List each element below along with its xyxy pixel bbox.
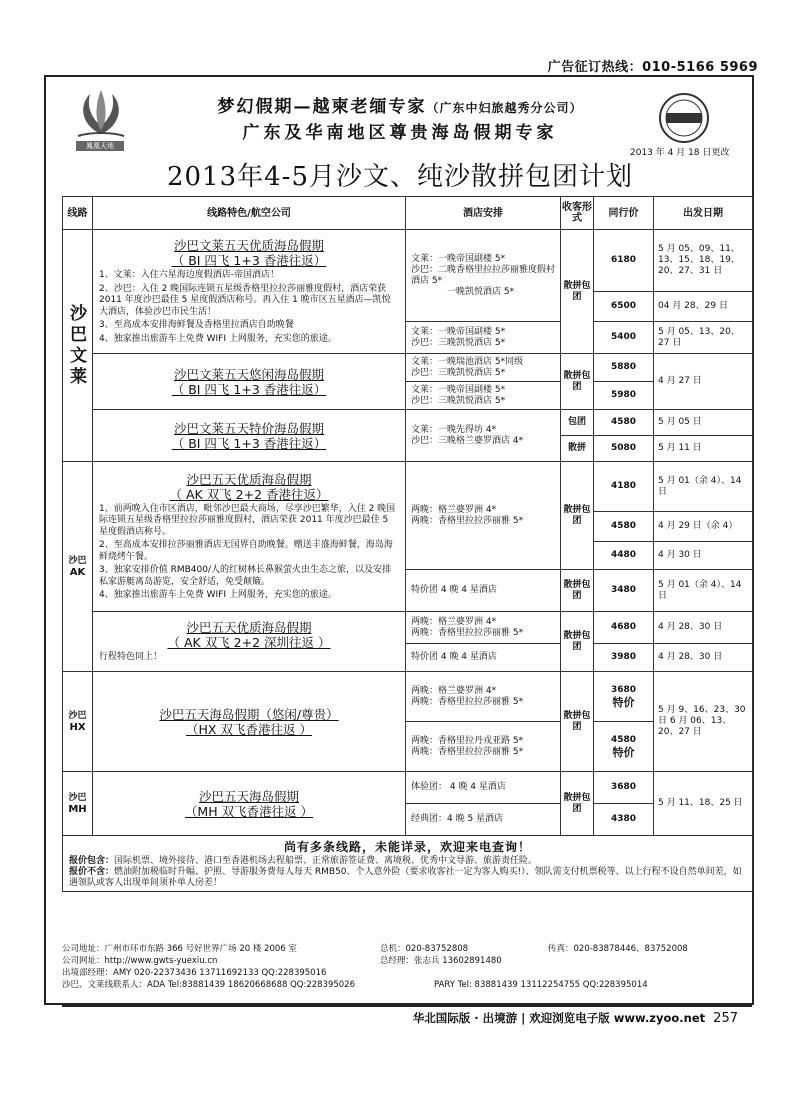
price-cell: 4180 bbox=[594, 462, 654, 512]
route-title: 沙巴文莱五天优质海岛假期 bbox=[173, 238, 324, 253]
hotel-line: 两晚：格兰婆罗洲 4* bbox=[411, 504, 497, 515]
line-airline: AK bbox=[69, 566, 86, 578]
date-cell: 5 月 05 日 bbox=[654, 410, 753, 436]
route-subtitle: （HX 双飞香港往返 ） bbox=[186, 721, 312, 737]
date-cell: 5 月 01（余 4）、14 日 bbox=[654, 570, 753, 612]
price-cell: 6500 bbox=[594, 292, 654, 322]
route-desc-3: 3、至高成本安排海鲜餐及香格里拉酒店自助晚餐 bbox=[99, 320, 294, 330]
price-value: 3680 bbox=[610, 684, 637, 695]
line-name: 沙巴 bbox=[68, 792, 87, 803]
hotel-line: 沙巴：三晚格兰婆罗酒店 4* bbox=[411, 435, 524, 446]
route-title: 沙巴五天优质海岛假期 bbox=[186, 471, 312, 487]
route-cell bbox=[93, 230, 406, 354]
hotel-cell: 经典团：4 晚 5 星酒店 bbox=[406, 804, 561, 836]
route-subtitle: （ BI 四飞 1+3 香港往返） bbox=[171, 435, 327, 451]
hotel-line: 文莱：一晚帝国副楼 5* bbox=[411, 253, 506, 264]
tour-plan-table bbox=[62, 196, 753, 892]
page-footer bbox=[413, 1010, 738, 1026]
hotel-line: 两晚：香格里拉拉莎丽雅 5* bbox=[411, 515, 524, 526]
hotel-line: 两晚：格兰婆罗洲 4* bbox=[411, 685, 497, 696]
hotel-cell: 特价团 4 晚 4 星酒店 bbox=[406, 570, 561, 612]
hotel-line: 两晚：格兰婆罗洲 4* bbox=[411, 616, 497, 627]
header-form: 收客形式 bbox=[561, 197, 594, 230]
route-desc-3: 3、独家安排价值 RMB400/人的红树林长鼻猴萤火虫生态之旅，以及安排私家游艇离岛游览，安全舒适，免受颠簸。 bbox=[99, 565, 391, 587]
form-cell: 散拼包团 bbox=[561, 612, 594, 672]
hotel-line: 两晚：香格里拉拉莎丽雅 5* bbox=[411, 746, 524, 757]
contact-ada: 沙巴、文莱线联系人：ADA Tel:83881439 18620668688 QQ:228395026 bbox=[62, 980, 356, 990]
line-cell-shaba-mh bbox=[63, 772, 93, 836]
line-cell-shaba-wenlai bbox=[63, 230, 93, 462]
company-website[interactable]: 公司网址：http://www.gwts-yuexiu.cn bbox=[62, 956, 218, 966]
hotel-line: 沙巴：三晚凯悦酒店 5* bbox=[411, 367, 506, 378]
header-date: 出发日期 bbox=[654, 197, 753, 230]
price-cell: 4580 bbox=[594, 512, 654, 542]
price-cell: 5400 bbox=[594, 322, 654, 354]
hotel-line: 两晚：香格里拉拉莎丽雅 5* bbox=[411, 627, 524, 638]
contact-pary: PARY Tel: 83881439 13112254755 QQ:228395014 bbox=[434, 980, 648, 990]
price-exclude: 报价不含：燃油附加税临时升幅、护照、导游服务费每人每天 RMB50、个人意外险（要求收客社一定为客人购买!）、领队需支付机票税等、以上行程不设自然单间差，如遇领队或客人出现单间须补单人房差！ bbox=[69, 867, 742, 888]
hotel-line: 沙巴：三晚凯悦酒店 5* bbox=[411, 337, 506, 348]
hotel-cell bbox=[406, 722, 561, 772]
route-subtitle: （ AK 双飞 2+2 深圳往返 ） bbox=[167, 634, 331, 650]
route-subtitle: （ AK 双飞 2+2 香港往返） bbox=[169, 486, 329, 502]
contact-info bbox=[62, 943, 752, 991]
footer-text: 华北国际版 · 出境游 | 欢迎浏览电子版 www.zyoo.net bbox=[412, 1011, 706, 1025]
hotel-line: 一晚凯悦酒店 5* bbox=[447, 286, 515, 297]
price-note: 特价 bbox=[612, 745, 635, 759]
header-title bbox=[0, 92, 800, 117]
price-cell: 4380 bbox=[594, 804, 654, 836]
price-cell: 4580 bbox=[594, 410, 654, 436]
form-cell: 散拼包团 bbox=[561, 772, 594, 836]
route-desc-4: 4、独家推出旅游车上免费 WIFI 上网服务，充实您的旅途。 bbox=[99, 333, 337, 344]
price-cell bbox=[594, 672, 654, 722]
route-desc-1: 1、文莱：入住六星海边度假酒店-帝国酒店！ bbox=[99, 270, 279, 280]
route-desc-2: 2、沙巴：入住 2 晚国际连锁五星级香格里拉拉莎丽雅度假村，酒店荣获 2011 年度沙巴最佳 5 星度假酒店称号。再入住 1 晚市区五星酒店—凯悦大酒店，体验沙巴市民生活！ bbox=[99, 283, 391, 317]
price-value: 4580 bbox=[610, 734, 637, 745]
table-row bbox=[63, 612, 753, 644]
route-subtitle: （ BI 四飞 1+3 香港往返） bbox=[171, 381, 327, 397]
price-note: 特价 bbox=[612, 695, 635, 709]
fax: 传真：020-83878446、83752008 bbox=[548, 944, 688, 954]
line-airline: HX bbox=[69, 721, 86, 733]
terms-cell bbox=[63, 836, 753, 892]
hotel-cell bbox=[406, 410, 561, 462]
date-cell: 5 月 11 日 bbox=[654, 436, 753, 462]
date-cell: 4 月 28、30 日 bbox=[654, 644, 753, 672]
footer-divider bbox=[62, 1005, 752, 1007]
route-cell bbox=[93, 672, 406, 772]
hotel-line: 两晚：香格里拉丹戎亚路 5* bbox=[411, 735, 524, 746]
date-cell: 4 月 29 日（余 4） bbox=[654, 512, 753, 542]
line-name: 沙巴文莱 bbox=[70, 303, 87, 387]
price-cell: 3680 bbox=[594, 772, 654, 804]
route-note: 行程特色同上！ bbox=[99, 651, 163, 662]
form-cell: 散拼 bbox=[561, 436, 594, 462]
company-address: 公司地址：广州市环市东路 366 号好世界广场 20 楼 2006 室 bbox=[62, 944, 297, 954]
hotel-cell: 体验团： 4 晚 4 星酒店 bbox=[406, 772, 561, 804]
line-airline: MH bbox=[68, 803, 87, 815]
header-line: 线路 bbox=[63, 197, 93, 230]
route-cell bbox=[93, 462, 406, 612]
hotel-cell bbox=[406, 382, 561, 410]
form-cell: 散拼包团 bbox=[561, 672, 594, 772]
price-cell: 5880 bbox=[594, 354, 654, 382]
table-row bbox=[63, 836, 753, 892]
route-desc-1: 1、前两晚入住市区酒店，毗邻沙巴最大商场，尽享沙巴繁华，入住 2 晚国际连锁五星级香格里拉拉莎丽雅度假村，酒店荣获 2011 年度沙巴最佳 5 星度假酒店称号。 bbox=[99, 503, 396, 537]
route-cell bbox=[93, 410, 406, 462]
header-route: 线路特色/航空公司 bbox=[93, 197, 406, 230]
price-cell: 4480 bbox=[594, 542, 654, 570]
table-row bbox=[63, 354, 753, 382]
route-cell bbox=[93, 772, 406, 836]
logo-caption: 鳳凰天地 bbox=[76, 141, 124, 151]
date-cell: 5 月 05、13、20、27 日 bbox=[654, 322, 753, 354]
hotel-cell bbox=[406, 612, 561, 644]
title-main: 梦幻假期—越柬老缅专家 bbox=[217, 97, 427, 117]
table-row bbox=[63, 462, 753, 512]
table-row bbox=[63, 410, 753, 436]
price-cell: 4680 bbox=[594, 612, 654, 644]
route-title: 沙巴文莱五天悠闲海岛假期 bbox=[173, 366, 324, 382]
table-row bbox=[63, 672, 753, 722]
general-manager: 总经理：张志兵 13602891480 bbox=[380, 956, 502, 966]
form-cell: 散拼包团 bbox=[561, 230, 594, 354]
date-cell: 5 月 05、09、11、13、15、18、19、20、27、31 日 bbox=[654, 230, 753, 292]
price-cell: 5980 bbox=[594, 382, 654, 410]
page-number: 257 bbox=[713, 1011, 738, 1026]
form-cell: 包团 bbox=[561, 410, 594, 436]
price-cell bbox=[594, 722, 654, 772]
date-cell: 4 月 28、30 日 bbox=[654, 612, 753, 644]
date-cell: 04 月 28、29 日 bbox=[654, 292, 753, 322]
date-cell: 4 月 30 日 bbox=[654, 542, 753, 570]
hotel-cell bbox=[406, 230, 561, 322]
date-cell: 4 月 27 日 bbox=[654, 354, 753, 410]
hotel-cell bbox=[406, 322, 561, 354]
route-title: 沙巴文莱五天特价海岛假期 bbox=[173, 420, 324, 436]
title-sub: （广东中妇旅越秀分公司） bbox=[426, 101, 583, 115]
form-cell: 散拼包团 bbox=[561, 354, 594, 410]
route-title: 沙巴五天海岛假期 bbox=[198, 788, 299, 804]
more-routes-note: 尚有多条线路，未能详录，欢迎来电查询！ bbox=[283, 840, 531, 854]
updated-date: 2013 年 4 月 18 日更改 bbox=[630, 148, 730, 158]
price-cell: 5080 bbox=[594, 436, 654, 462]
hotel-line: 文莱：一晚先得坊 4* bbox=[411, 424, 497, 435]
route-title: 沙巴五天优质海岛假期 bbox=[186, 619, 312, 635]
hotel-line: 文莱：一晚帝国副楼 5* bbox=[411, 384, 506, 395]
table-row bbox=[63, 772, 753, 804]
plan-title: 2013年4-5月沙文、纯沙散拼包团计划 bbox=[166, 162, 634, 192]
form-cell: 散拼包团 bbox=[561, 570, 594, 612]
hotel-line: 两晚：香格里拉拉莎丽雅 5* bbox=[411, 696, 524, 707]
route-subtitle: （MH 双飞香港往返 ） bbox=[184, 803, 314, 819]
route-desc-2: 2、至高成本安排拉莎丽雅酒店无国界自助晚餐。赠送丰盛海鲜餐，海岛海鲜烧烤午餐。 bbox=[99, 540, 393, 562]
table-row bbox=[63, 230, 753, 292]
switchboard: 总机：020-83752808 bbox=[380, 944, 469, 954]
route-subtitle: （ BI 四飞 1+3 香港往返） bbox=[171, 253, 327, 268]
hotel-cell bbox=[406, 462, 561, 570]
line-cell-shaba-hx bbox=[63, 672, 93, 772]
header-title-2: 广东及华南地区尊贵海岛假期专家 bbox=[242, 123, 558, 143]
table-header-row bbox=[63, 197, 753, 230]
hotel-line: 文莱：一晚帝国副楼 5* bbox=[411, 326, 506, 337]
outbound-manager: 出境部经理：AMY 020-22373436 13711692133 QQ:228395016 bbox=[62, 968, 327, 978]
header-price: 同行价 bbox=[594, 197, 654, 230]
route-cell bbox=[93, 354, 406, 410]
hotel-line: 沙巴：三晚凯悦酒店 5* bbox=[411, 395, 506, 406]
price-include: 报价包含：国际机票、境外接待、港口至香港机场去程船票、正常旅游签证费、离境税、优秀中文导游、旅游责任险。 bbox=[69, 856, 538, 866]
hotel-cell bbox=[406, 354, 561, 382]
line-cell-shaba-ak bbox=[63, 462, 93, 672]
hotel-cell bbox=[406, 672, 561, 722]
line-name: 沙巴 bbox=[68, 710, 87, 721]
price-cell: 3980 bbox=[594, 644, 654, 672]
price-cell: 6180 bbox=[594, 230, 654, 292]
route-title: 沙巴五天海岛假期（悠闲/尊贵） bbox=[159, 706, 339, 722]
price-cell: 3480 bbox=[594, 570, 654, 612]
ad-hotline: 广告征订热线：010-5166 5969 bbox=[547, 60, 758, 75]
header-hotel: 酒店安排 bbox=[406, 197, 561, 230]
date-cell: 5 月 11、18、25 日 bbox=[654, 772, 753, 836]
date-cell: 5 月 9、16、23、30 日 6 月 06、13、20、27 日 bbox=[654, 672, 753, 772]
route-cell bbox=[93, 612, 406, 672]
line-name: 沙巴 bbox=[68, 555, 87, 566]
hotel-line: 沙巴：二晚香格里拉拉莎丽雅度假村酒店 5* bbox=[411, 264, 556, 286]
hotel-cell: 特价团 4 晚 4 星酒店 bbox=[406, 644, 561, 672]
date-cell: 5 月 01（余 4）、14 日 bbox=[654, 462, 753, 512]
form-cell: 散拼包团 bbox=[561, 462, 594, 570]
route-desc-4: 4、独家推出旅游车上免费 WIFI 上网服务，充实您的旅途。 bbox=[99, 590, 337, 600]
hotel-line: 文莱：一晚瑞池酒店 5*同级 bbox=[411, 356, 524, 367]
